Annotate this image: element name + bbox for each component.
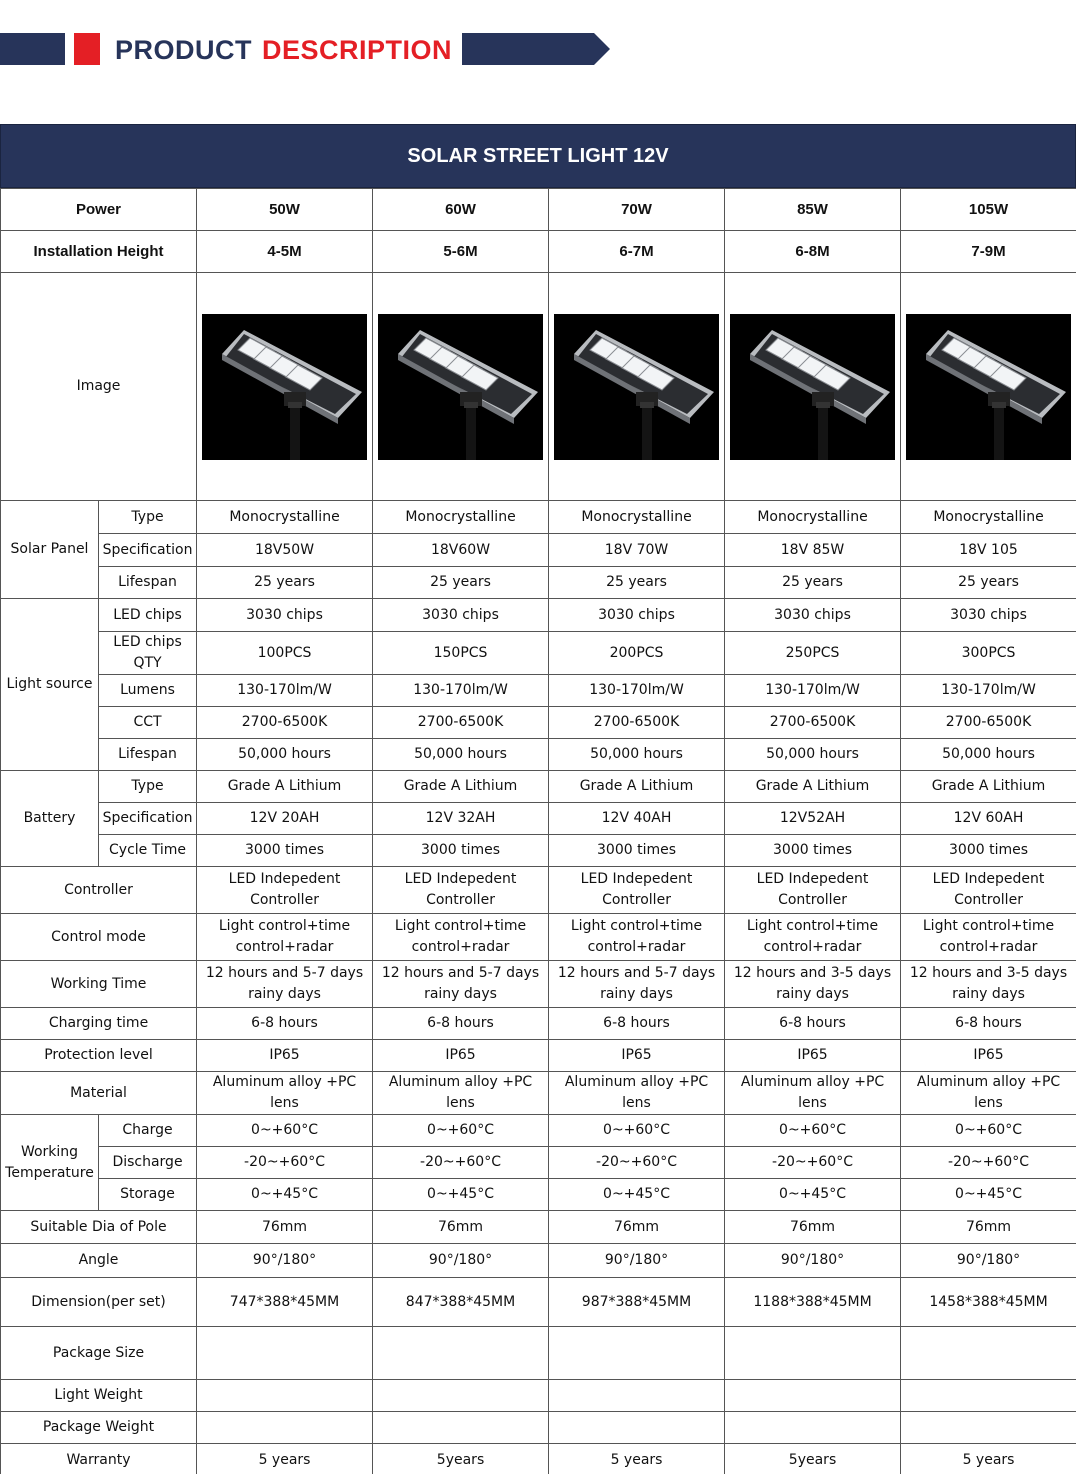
storage-value: 0~+45°C <box>549 1179 725 1211</box>
lifespan-value: 25 years <box>197 567 373 599</box>
controller-value: LED Indepedent Controller <box>373 867 549 914</box>
lumens-value: 130-170lm/W <box>197 675 373 707</box>
angle-value: 90°/180° <box>901 1244 1076 1278</box>
charge-value: 0~+60°C <box>549 1115 725 1147</box>
sub-label: Specification <box>99 534 197 567</box>
installation-height-value: 5-6M <box>373 231 549 273</box>
cycle-time-value: 3000 times <box>197 835 373 867</box>
lumens-value: 130-170lm/W <box>549 675 725 707</box>
row-solar-panel-specification <box>1 534 1076 567</box>
package-weight-value <box>197 1412 373 1444</box>
row-label: Controller <box>1 867 197 914</box>
control-mode-value: Light control+time control+radar <box>901 914 1076 961</box>
specification-value: 12V 60AH <box>901 803 1076 835</box>
cct-value: 2700-6500K <box>197 707 373 739</box>
warranty-value: 5years <box>373 1444 549 1474</box>
led-chips-qty-value: 200PCS <box>549 632 725 675</box>
row-label: Dimension(per set) <box>1 1278 197 1327</box>
pole-dia-value: 76mm <box>197 1211 373 1244</box>
led-chips-qty-value: 150PCS <box>373 632 549 675</box>
solar-street-light-image <box>906 314 1071 460</box>
image-cell <box>549 273 725 501</box>
row-label: Power <box>1 189 197 231</box>
installation-height-value: 7-9M <box>901 231 1076 273</box>
lifespan-value: 25 years <box>373 567 549 599</box>
led-chips-value: 3030 chips <box>549 599 725 632</box>
row-label: Light Weight <box>1 1380 197 1412</box>
cct-value: 2700-6500K <box>549 707 725 739</box>
charge-value: 0~+60°C <box>725 1115 901 1147</box>
cycle-time-value: 3000 times <box>549 835 725 867</box>
control-mode-value: Light control+time control+radar <box>725 914 901 961</box>
header-accent-red <box>74 33 100 65</box>
sub-label: Cycle Time <box>99 835 197 867</box>
power-value: 70W <box>549 189 725 231</box>
row-solar-panel-type <box>1 501 1076 534</box>
material-value: Aluminum alloy +PC lens <box>901 1072 1076 1115</box>
row-label: Material <box>1 1072 197 1115</box>
sheet-title: SOLAR STREET LIGHT 12V <box>0 124 1076 188</box>
row-light-source-cct <box>1 707 1076 739</box>
warranty-value: 5 years <box>549 1444 725 1474</box>
row-installation-height <box>1 231 1076 273</box>
row-battery-cycle-time <box>1 835 1076 867</box>
row-controller <box>1 867 1076 914</box>
header-bar-left <box>0 33 65 65</box>
lumens-value: 130-170lm/W <box>901 675 1076 707</box>
group-label: Working Temperature <box>1 1115 99 1211</box>
charging-time-value: 6-8 hours <box>197 1008 373 1040</box>
light-weight-value <box>197 1380 373 1412</box>
control-mode-value: Light control+time control+radar <box>373 914 549 961</box>
sub-label: Discharge <box>99 1147 197 1179</box>
image-cell <box>725 273 901 501</box>
header-word-product: PRODUCT <box>115 35 252 65</box>
row-label: Charging time <box>1 1008 197 1040</box>
specification-value: 18V 85W <box>725 534 901 567</box>
led-chips-value: 3030 chips <box>901 599 1076 632</box>
warranty-value: 5years <box>725 1444 901 1474</box>
package-weight-value <box>901 1412 1076 1444</box>
lifespan-value: 50,000 hours <box>725 739 901 771</box>
installation-height-value: 6-7M <box>549 231 725 273</box>
row-pole-dia <box>1 1211 1076 1244</box>
package-size-value <box>725 1327 901 1380</box>
spec-sheet <box>0 124 1076 1470</box>
sub-label: Type <box>99 771 197 803</box>
discharge-value: -20~+60°C <box>197 1147 373 1179</box>
type-value: Grade A Lithium <box>725 771 901 803</box>
led-chips-qty-value: 300PCS <box>901 632 1076 675</box>
led-chips-value: 3030 chips <box>373 599 549 632</box>
charging-time-value: 6-8 hours <box>373 1008 549 1040</box>
row-label: Protection level <box>1 1040 197 1072</box>
type-value: Grade A Lithium <box>901 771 1076 803</box>
row-battery-type <box>1 771 1076 803</box>
sub-label: CCT <box>99 707 197 739</box>
specification-value: 18V60W <box>373 534 549 567</box>
protection-level-value: IP65 <box>549 1040 725 1072</box>
row-working-time <box>1 961 1076 1008</box>
header-arrow-bar <box>462 33 610 65</box>
specification-value: 12V 32AH <box>373 803 549 835</box>
storage-value: 0~+45°C <box>725 1179 901 1211</box>
material-value: Aluminum alloy +PC lens <box>549 1072 725 1115</box>
charge-value: 0~+60°C <box>373 1115 549 1147</box>
specification-value: 18V 105 <box>901 534 1076 567</box>
lifespan-value: 25 years <box>725 567 901 599</box>
sub-label: Type <box>99 501 197 534</box>
controller-value: LED Indepedent Controller <box>549 867 725 914</box>
discharge-value: -20~+60°C <box>549 1147 725 1179</box>
package-size-value <box>373 1327 549 1380</box>
charge-value: 0~+60°C <box>197 1115 373 1147</box>
row-control-mode <box>1 914 1076 961</box>
charging-time-value: 6-8 hours <box>901 1008 1076 1040</box>
spec-table <box>0 188 1076 1474</box>
angle-value: 90°/180° <box>549 1244 725 1278</box>
discharge-value: -20~+60°C <box>725 1147 901 1179</box>
row-warranty <box>1 1444 1076 1474</box>
discharge-value: -20~+60°C <box>901 1147 1076 1179</box>
image-cell <box>901 273 1076 501</box>
type-value: Monocrystalline <box>549 501 725 534</box>
protection-level-value: IP65 <box>373 1040 549 1072</box>
controller-value: LED Indepedent Controller <box>197 867 373 914</box>
row-working-temperature-discharge <box>1 1147 1076 1179</box>
light-weight-value <box>901 1380 1076 1412</box>
power-value: 60W <box>373 189 549 231</box>
row-label: Image <box>1 273 197 501</box>
controller-value: LED Indepedent Controller <box>901 867 1076 914</box>
group-label: Light source <box>1 599 99 771</box>
sub-label: Lumens <box>99 675 197 707</box>
row-angle <box>1 1244 1076 1278</box>
storage-value: 0~+45°C <box>373 1179 549 1211</box>
package-size-value <box>197 1327 373 1380</box>
sub-label: Lifespan <box>99 739 197 771</box>
group-label: Solar Panel <box>1 501 99 599</box>
row-label: Angle <box>1 1244 197 1278</box>
angle-value: 90°/180° <box>197 1244 373 1278</box>
working-time-value: 12 hours and 5-7 days rainy days <box>373 961 549 1008</box>
protection-level-value: IP65 <box>901 1040 1076 1072</box>
row-light-source-lifespan <box>1 739 1076 771</box>
charging-time-value: 6-8 hours <box>549 1008 725 1040</box>
dimension-value: 747*388*45MM <box>197 1278 373 1327</box>
package-weight-value <box>373 1412 549 1444</box>
row-label: Working Time <box>1 961 197 1008</box>
row-light-source-led-chips-qty <box>1 632 1076 675</box>
row-charging-time <box>1 1008 1076 1040</box>
package-size-value <box>901 1327 1076 1380</box>
cct-value: 2700-6500K <box>373 707 549 739</box>
working-time-value: 12 hours and 3-5 days rainy days <box>901 961 1076 1008</box>
row-image <box>1 273 1076 501</box>
sub-label: LED chips QTY <box>99 632 197 675</box>
dimension-value: 987*388*45MM <box>549 1278 725 1327</box>
lifespan-value: 50,000 hours <box>549 739 725 771</box>
pole-dia-value: 76mm <box>901 1211 1076 1244</box>
row-material <box>1 1072 1076 1115</box>
row-label: Package Size <box>1 1327 197 1380</box>
light-weight-value <box>725 1380 901 1412</box>
solar-street-light-image <box>554 314 719 460</box>
warranty-value: 5 years <box>901 1444 1076 1474</box>
specification-value: 12V52AH <box>725 803 901 835</box>
row-working-temperature-charge <box>1 1115 1076 1147</box>
lifespan-value: 50,000 hours <box>901 739 1076 771</box>
row-package-size <box>1 1327 1076 1380</box>
cct-value: 2700-6500K <box>725 707 901 739</box>
installation-height-value: 6-8M <box>725 231 901 273</box>
type-value: Monocrystalline <box>725 501 901 534</box>
row-solar-panel-lifespan <box>1 567 1076 599</box>
row-label: Package Weight <box>1 1412 197 1444</box>
specification-value: 12V 20AH <box>197 803 373 835</box>
package-size-value <box>549 1327 725 1380</box>
charge-value: 0~+60°C <box>901 1115 1076 1147</box>
charging-time-value: 6-8 hours <box>725 1008 901 1040</box>
light-weight-value <box>373 1380 549 1412</box>
protection-level-value: IP65 <box>197 1040 373 1072</box>
material-value: Aluminum alloy +PC lens <box>725 1072 901 1115</box>
cycle-time-value: 3000 times <box>725 835 901 867</box>
light-weight-value <box>549 1380 725 1412</box>
dimension-value: 1458*388*45MM <box>901 1278 1076 1327</box>
image-cell <box>197 273 373 501</box>
discharge-value: -20~+60°C <box>373 1147 549 1179</box>
lumens-value: 130-170lm/W <box>373 675 549 707</box>
type-value: Grade A Lithium <box>549 771 725 803</box>
solar-street-light-image <box>202 314 367 460</box>
row-label: Suitable Dia of Pole <box>1 1211 197 1244</box>
pole-dia-value: 76mm <box>373 1211 549 1244</box>
controller-value: LED Indepedent Controller <box>725 867 901 914</box>
lumens-value: 130-170lm/W <box>725 675 901 707</box>
sub-label: Lifespan <box>99 567 197 599</box>
working-time-value: 12 hours and 5-7 days rainy days <box>197 961 373 1008</box>
type-value: Monocrystalline <box>197 501 373 534</box>
type-value: Grade A Lithium <box>197 771 373 803</box>
working-time-value: 12 hours and 5-7 days rainy days <box>549 961 725 1008</box>
package-weight-value <box>725 1412 901 1444</box>
cycle-time-value: 3000 times <box>373 835 549 867</box>
led-chips-value: 3030 chips <box>725 599 901 632</box>
row-power <box>1 189 1076 231</box>
section-header <box>0 30 1076 70</box>
control-mode-value: Light control+time control+radar <box>197 914 373 961</box>
storage-value: 0~+45°C <box>901 1179 1076 1211</box>
angle-value: 90°/180° <box>373 1244 549 1278</box>
row-protection-level <box>1 1040 1076 1072</box>
sub-label: Storage <box>99 1179 197 1211</box>
control-mode-value: Light control+time control+radar <box>549 914 725 961</box>
led-chips-qty-value: 250PCS <box>725 632 901 675</box>
row-dimension <box>1 1278 1076 1327</box>
pole-dia-value: 76mm <box>725 1211 901 1244</box>
type-value: Monocrystalline <box>373 501 549 534</box>
solar-street-light-image <box>730 314 895 460</box>
led-chips-value: 3030 chips <box>197 599 373 632</box>
power-value: 85W <box>725 189 901 231</box>
package-weight-value <box>549 1412 725 1444</box>
specification-value: 18V50W <box>197 534 373 567</box>
row-light-weight <box>1 1380 1076 1412</box>
row-light-source-lumens <box>1 675 1076 707</box>
specification-value: 12V 40AH <box>549 803 725 835</box>
cycle-time-value: 3000 times <box>901 835 1076 867</box>
storage-value: 0~+45°C <box>197 1179 373 1211</box>
pole-dia-value: 76mm <box>549 1211 725 1244</box>
warranty-value: 5 years <box>197 1444 373 1474</box>
lifespan-value: 25 years <box>901 567 1076 599</box>
row-label: Installation Height <box>1 231 197 273</box>
dimension-value: 1188*388*45MM <box>725 1278 901 1327</box>
type-value: Monocrystalline <box>901 501 1076 534</box>
group-label: Battery <box>1 771 99 867</box>
power-value: 50W <box>197 189 373 231</box>
lifespan-value: 25 years <box>549 567 725 599</box>
working-time-value: 12 hours and 3-5 days rainy days <box>725 961 901 1008</box>
row-light-source-led-chips <box>1 599 1076 632</box>
solar-street-light-image <box>378 314 543 460</box>
cct-value: 2700-6500K <box>901 707 1076 739</box>
header-word-description: DESCRIPTION <box>262 35 453 65</box>
power-value: 105W <box>901 189 1076 231</box>
lifespan-value: 50,000 hours <box>197 739 373 771</box>
type-value: Grade A Lithium <box>373 771 549 803</box>
image-cell <box>373 273 549 501</box>
row-battery-specification <box>1 803 1076 835</box>
dimension-value: 847*388*45MM <box>373 1278 549 1327</box>
sub-label: LED chips <box>99 599 197 632</box>
led-chips-qty-value: 100PCS <box>197 632 373 675</box>
protection-level-value: IP65 <box>725 1040 901 1072</box>
specification-value: 18V 70W <box>549 534 725 567</box>
angle-value: 90°/180° <box>725 1244 901 1278</box>
row-working-temperature-storage <box>1 1179 1076 1211</box>
installation-height-value: 4-5M <box>197 231 373 273</box>
row-label: Control mode <box>1 914 197 961</box>
row-package-weight <box>1 1412 1076 1444</box>
material-value: Aluminum alloy +PC lens <box>197 1072 373 1115</box>
sub-label: Charge <box>99 1115 197 1147</box>
lifespan-value: 50,000 hours <box>373 739 549 771</box>
row-label: Warranty <box>1 1444 197 1474</box>
sub-label: Specification <box>99 803 197 835</box>
material-value: Aluminum alloy +PC lens <box>373 1072 549 1115</box>
